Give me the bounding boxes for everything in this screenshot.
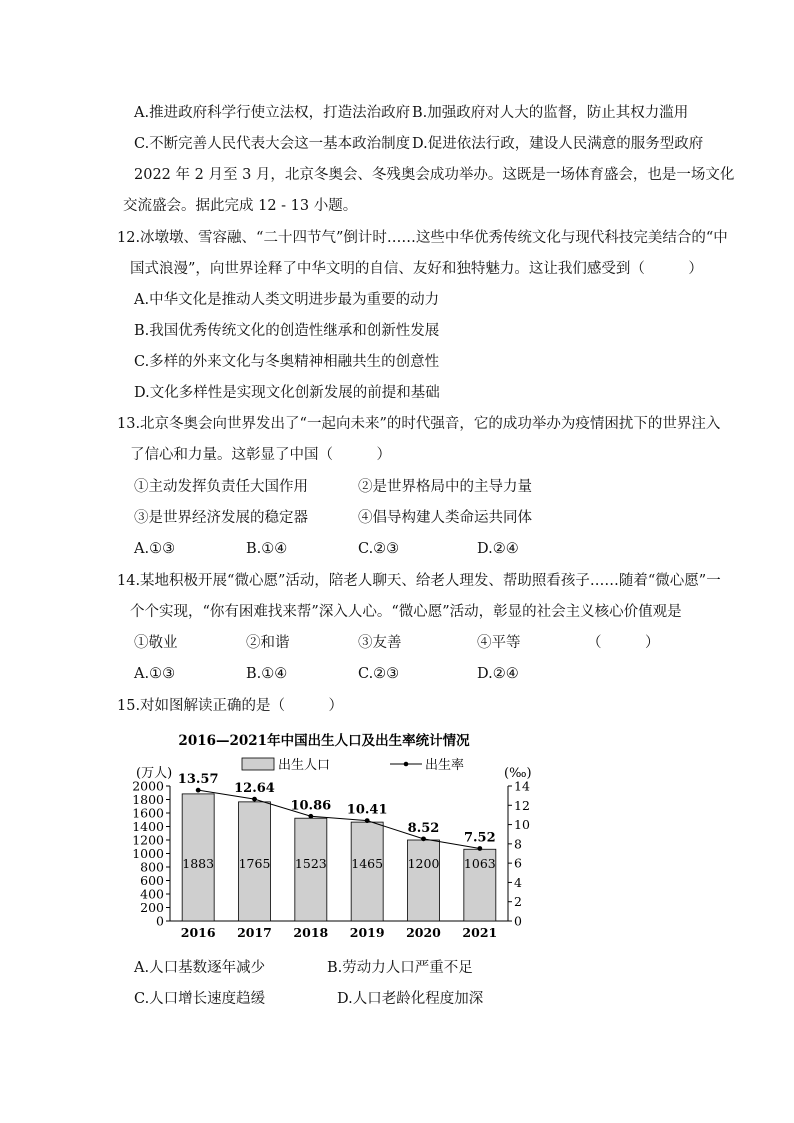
right-axis-unit: (‰) <box>504 766 532 781</box>
birth-rate-point <box>308 814 313 819</box>
bar-2020 <box>408 840 440 921</box>
q14-option-b: B.①④ <box>246 666 288 682</box>
bar-value-label: 1063 <box>463 856 496 871</box>
right-axis-tick-label: 0 <box>514 913 522 929</box>
q11-option-a: A.推进政府科学行使立法权，打造法治政府 <box>134 105 411 121</box>
left-axis-tick-label: 1800 <box>132 792 164 807</box>
bar-2019 <box>351 822 383 921</box>
birth-chart <box>128 725 538 945</box>
left-axis-tick-label: 200 <box>140 900 164 915</box>
right-axis-tick-label: 4 <box>514 874 522 890</box>
intro-line-1: 2022 年 2 月至 3 月，北京冬奥会、冬残奥会成功举办。这既是一场体育盛会，也是一场文化 <box>134 167 735 183</box>
left-axis-tick-label: 800 <box>140 859 164 875</box>
bar-value-label: 1523 <box>294 856 327 871</box>
x-tick-label: 2020 <box>406 925 441 940</box>
right-axis-tick-label: 14 <box>514 778 530 794</box>
birth-rate-point <box>477 846 482 851</box>
q15-stem: 15.对如图解读正确的是（ ） <box>117 698 344 714</box>
left-axis-tick-label: 1400 <box>132 819 164 834</box>
bar-value-label: 1765 <box>238 856 271 871</box>
q12-stem-line-1: 12.冰墩墩、雪容融、“二十四节气”倒计时……这些中华优秀传统文化与现代科技完美结合的“中 <box>117 230 728 246</box>
birth-rate-point <box>365 818 370 823</box>
birth-rate-point <box>196 788 201 793</box>
right-axis-tick-label: 8 <box>514 836 522 852</box>
right-axis-tick-label: 10 <box>514 817 530 833</box>
q13-option-b: B.①④ <box>246 541 288 557</box>
q12-stem-line-2: 国式浪漫”，向世界诠释了中华文明的自信、友好和独特魅力。这让我们感受到（ ） <box>130 261 703 277</box>
left-axis-tick-label: 2000 <box>132 778 164 794</box>
q13-stem-line-1: 13.北京冬奥会向世界发出了“一起向未来”的时代强音，它的成功举办为疫情困扰下的世界注入 <box>117 416 721 432</box>
left-axis-tick-label: 1000 <box>132 846 164 861</box>
q13-item-4: ④倡导构建人类命运共同体 <box>358 510 532 526</box>
legend-line-marker <box>404 762 409 767</box>
left-axis-tick-label: 0 <box>156 913 164 929</box>
q14-option-a: A.①③ <box>134 666 176 682</box>
q14-item-2: ②和谐 <box>246 635 290 651</box>
q13-item-2: ②是世界格局中的主导力量 <box>358 479 532 495</box>
q14-item-4: ④平等 <box>477 635 521 651</box>
q12-option-a: A.中华文化是推动人类文明进步最为重要的动力 <box>134 292 440 308</box>
left-axis-tick-label: 1200 <box>132 832 164 848</box>
x-tick-label: 2019 <box>349 925 385 940</box>
birth-rate-label: 13.57 <box>177 772 219 788</box>
q12-option-d: D.文化多样性是实现文化创新发展的前提和基础 <box>134 385 440 401</box>
bar-value-label: 1883 <box>182 856 215 871</box>
q13-option-d: D.②④ <box>477 541 519 557</box>
x-tick-label: 2018 <box>293 925 329 940</box>
right-axis-tick-label: 6 <box>514 855 522 871</box>
q14-item-1: ①敬业 <box>134 635 178 651</box>
q11-option-d: D.促进依法行政，建设人民满意的服务型政府 <box>412 136 704 152</box>
legend-bar-label: 出生人口 <box>278 758 331 773</box>
birth-rate-label: 12.64 <box>234 781 275 797</box>
q12-option-c: C.多样的外来文化与冬奥精神相融共生的创意性 <box>134 354 440 370</box>
intro-line-2: 交流盛会。据此完成 12 - 13 小题。 <box>123 198 358 214</box>
q14-option-c: C.②③ <box>358 666 400 682</box>
legend-line-label: 出生率 <box>425 758 465 773</box>
q15-option-b: B.劳动力人口严重不足 <box>327 960 473 976</box>
q13-item-3: ③是世界经济发展的稳定器 <box>134 510 308 526</box>
right-axis-tick-label: 12 <box>514 797 530 813</box>
q15-option-d: D.人口老龄化程度加深 <box>337 991 484 1007</box>
q11-option-c: C.不断完善人民代表大会这一基本政治制度 <box>134 136 411 152</box>
q14-answer-parentheses: （ ） <box>587 635 660 651</box>
left-axis-tick-label: 1600 <box>132 805 164 821</box>
q13-item-1: ①主动发挥负责任大国作用 <box>134 479 308 495</box>
q14-stem-line-1: 14.某地积极开展“微心愿”活动，陪老人聊天、给老人理发、帮助照看孩子……随着“微心愿”一 <box>117 573 721 589</box>
birth-rate-label: 10.41 <box>346 802 388 818</box>
bar-value-label: 1465 <box>351 856 384 871</box>
birth-rate-label: 8.52 <box>407 820 440 836</box>
q11-option-b: B.加强政府对人大的监督，防止其权力滥用 <box>412 105 689 121</box>
x-tick-label: 2016 <box>180 925 216 940</box>
q13-stem-line-2: 了信心和力量。这彰显了中国（ ） <box>130 447 391 463</box>
q14-item-3: ③友善 <box>358 635 402 651</box>
q15-option-c: C.人口增长速度趋缓 <box>134 991 266 1007</box>
bar-value-label: 1200 <box>407 856 440 871</box>
q14-stem-line-2: 个个实现，“你有困难找来帮”深入人心。“微心愿”活动，彰显的社会主义核心价值观是 <box>130 604 682 620</box>
q13-option-a: A.①③ <box>134 541 176 557</box>
left-axis-tick-label: 400 <box>140 886 164 902</box>
birth-rate-point <box>421 836 426 841</box>
q12-option-b: B.我国优秀传统文化的创造性继承和创新性发展 <box>134 323 440 339</box>
q13-option-c: C.②③ <box>358 541 400 557</box>
q15-option-a: A.人口基数逐年减少 <box>134 960 266 976</box>
left-axis-unit: (万人) <box>136 766 173 781</box>
right-axis-tick-label: 2 <box>514 894 522 910</box>
x-tick-label: 2017 <box>237 925 272 940</box>
q14-option-d: D.②④ <box>477 666 519 682</box>
birth-rate-point <box>252 797 257 802</box>
birth-rate-label: 10.86 <box>290 798 332 814</box>
birth-rate-label: 7.52 <box>463 830 496 846</box>
x-tick-label: 2021 <box>462 925 498 940</box>
left-axis-tick-label: 600 <box>140 873 164 888</box>
chart-title: 2016—2021年中国出生人口及出生率统计情况 <box>178 733 470 749</box>
legend-bar-swatch <box>242 758 274 770</box>
